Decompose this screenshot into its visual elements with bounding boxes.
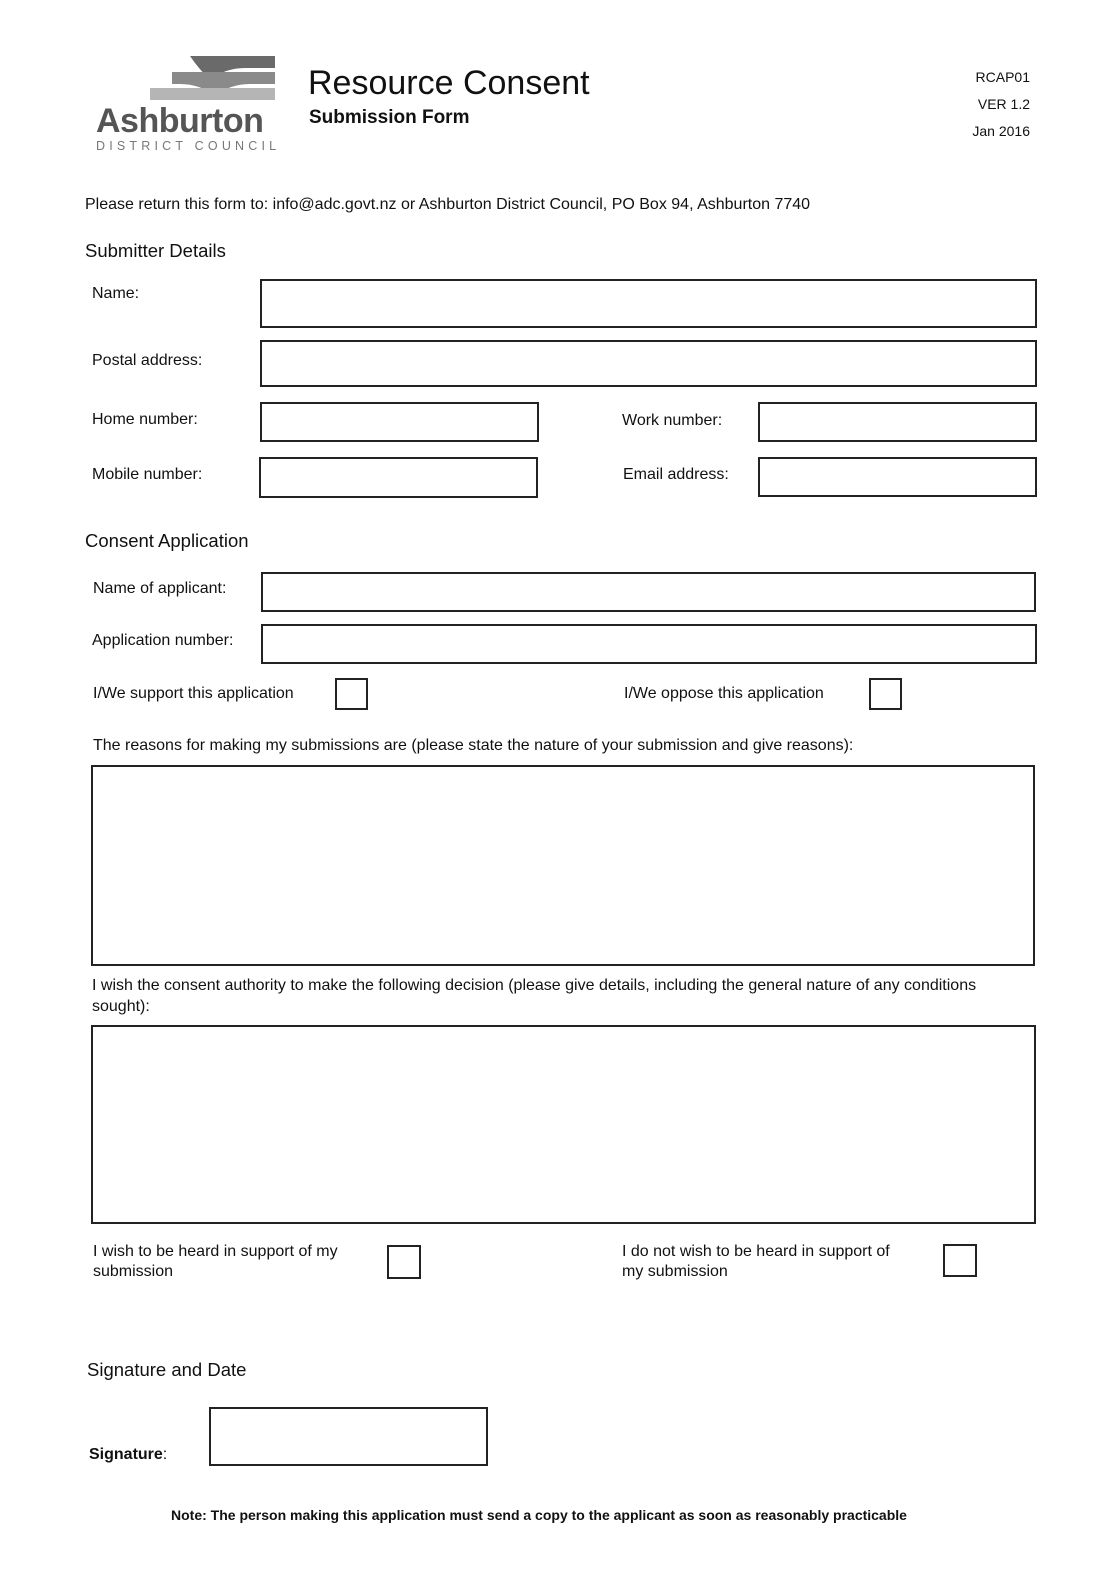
submitter-heading: Submitter Details — [85, 240, 226, 261]
page-title: Resource Consent — [308, 64, 590, 102]
not-heard-label-line2: my submission — [622, 1263, 728, 1280]
return-note: Please return this form to: info@adc.govt.nz or Ashburton District Council, PO Box 94, Ashburton 7740 — [85, 196, 811, 213]
work-label: Work number: — [622, 412, 723, 429]
decision-label-line1: I wish the consent authority to make the following decision (please give details, including the general nature of any conditions — [92, 977, 977, 994]
application-number-field[interactable] — [261, 624, 1037, 664]
not-heard-label-line1: I do not wish to be heard in support of — [622, 1243, 890, 1260]
applicant-name-field[interactable] — [261, 572, 1036, 612]
signature-colon: : — [162, 1446, 168, 1463]
decision-label-line2: sought): — [92, 998, 150, 1015]
signature-field[interactable] — [209, 1407, 488, 1466]
reasons-label: The reasons for making my submissions are (please state the nature of your submission and give reasons): — [93, 737, 854, 754]
heard-checkbox[interactable] — [387, 1245, 421, 1279]
email-label: Email address: — [623, 466, 729, 483]
logo-name: Ashburton — [96, 102, 264, 140]
home-label: Home number: — [92, 411, 198, 428]
heard-label-line1: I wish to be heard in support of my — [93, 1243, 338, 1260]
footer-note: Note: The person making this application must send a copy to the applicant as soon as reasonably practicable — [171, 1507, 907, 1523]
work-number-field[interactable] — [758, 402, 1037, 442]
decision-textarea[interactable] — [91, 1025, 1036, 1224]
support-checkbox[interactable] — [335, 678, 368, 710]
mobile-label: Mobile number: — [92, 466, 203, 483]
not-heard-checkbox[interactable] — [943, 1244, 977, 1277]
email-address-field[interactable] — [758, 457, 1037, 497]
signature-heading: Signature and Date — [87, 1359, 247, 1380]
name-field[interactable] — [260, 279, 1037, 328]
form-date: Jan 2016 — [972, 123, 1030, 139]
signature-label — [89, 1446, 167, 1464]
form-version: VER 1.2 — [977, 96, 1030, 112]
consent-heading: Consent Application — [85, 530, 249, 551]
name-label: Name: — [92, 285, 140, 302]
applicant-label: Name of applicant: — [93, 580, 227, 597]
heard-label-line2: submission — [93, 1263, 174, 1280]
logo-subtitle: DISTRICT COUNCIL — [96, 139, 281, 153]
support-label: I/We support this application — [93, 685, 294, 702]
postal-label: Postal address: — [92, 352, 203, 369]
page-subtitle: Submission Form — [309, 107, 470, 128]
reasons-textarea[interactable] — [91, 765, 1035, 966]
logo-waves-icon — [150, 52, 278, 102]
signature-label-text: Signature — [89, 1446, 163, 1463]
home-number-field[interactable] — [260, 402, 539, 442]
oppose-checkbox[interactable] — [869, 678, 902, 710]
postal-address-field[interactable] — [260, 340, 1037, 387]
mobile-number-field[interactable] — [259, 457, 538, 498]
form-code: RCAP01 — [975, 69, 1030, 85]
app-number-label: Application number: — [92, 632, 234, 649]
oppose-label: I/We oppose this application — [624, 685, 824, 702]
